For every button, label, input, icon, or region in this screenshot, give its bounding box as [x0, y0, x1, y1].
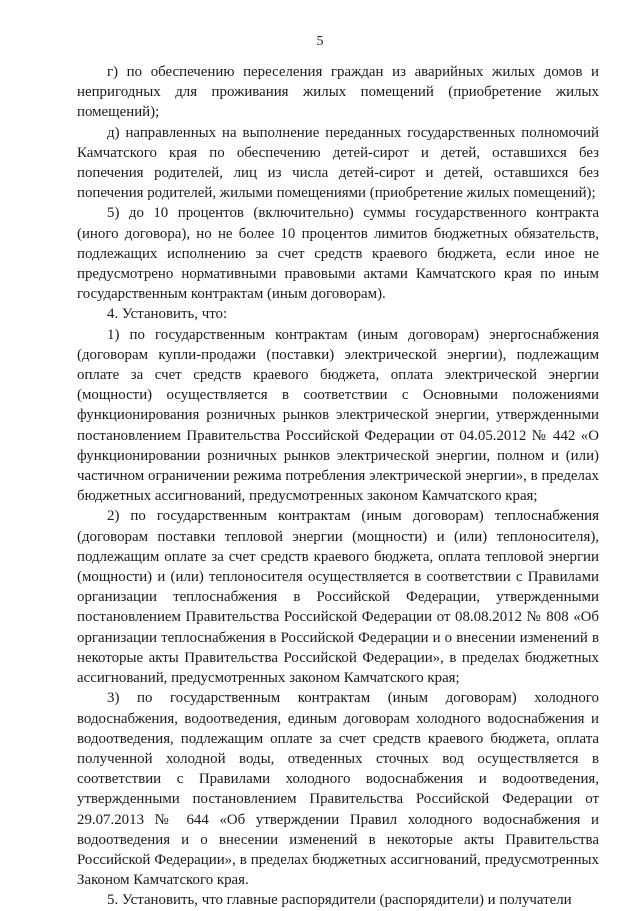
paragraph-g-resettlement: г) по обеспечению переселения граждан из аварийных жилых домов и непригодных для проживания жилых помещений (приобретение жилых помещений); — [77, 64, 599, 121]
page-number: 5 — [316, 34, 324, 49]
paragraph-5-chief-managers: 5. Установить, что главные распорядители (распорядители) и получатели — [107, 892, 572, 909]
paragraph-2-heat-supply: 2) по государственным контрактам (иным договорам) теплоснабжения (договорам поставки тепловой энергии (мощности) и (или) теплоносителя), подлежащим оплате за счет средств краевого бюджета, оплата тепловой энергии (мощности) и (или) теплоносителя осуществляется в соответствии с Правилами организации теплоснабжения в Российской Федерации, утвержденными постановлением Правительства Российской Федерации от 08.08.2012 № 808 «Об организации теплоснабжения в Российской Федерации и о внесении изменений в некоторые акты Правительства Российской Федерации», в пределах бюджетных ассигнований, предусмотренных законом Камчатского края; — [77, 508, 599, 687]
paragraph-5-ten-percent: 5) до 10 процентов (включительно) суммы государственного контракта (иного договора), но не более 10 процентов лимитов бюджетных обязательств, подлежащих исполнению за счет средств краевого бюджета, если иное не предусмотрено нормативными правовыми актами Камчатского края по иным государственным контрактам (иным договорам). — [77, 205, 599, 303]
paragraph-4-heading: 4. Установить, что: — [107, 306, 228, 323]
paragraph-d-orphans-housing: д) направленных на выполнение переданных государственных полномочий Камчатского края по обеспечению детей-сирот и детей, оставшихся без попечения родителей, лиц из числа детей-сирот и детей, оставшихся без попечения родителей, жилыми помещениями (приобретение жилых помещений); — [77, 124, 599, 202]
paragraph-3-cold-water: 3) по государственным контрактам (иным договорам) холодного водоснабжения, водоотведения, единым договорам холодного водоснабжения и водоотведения, подлежащим оплате за счет средств краевого бюджета, оплата полученной холодной воды, отведенных сточных вод осуществляется в соответствии с Правилами холодного водоснабжения и водоотведения, утвержденными постановлением Правительства Российской Федерации от 29.07.2013 № 644 «Об утверждении Правил холодного водоснабжения и водоотведения и о внесении изменений в некоторые акты Правительства Российской Федерации», в пределах бюджетных ассигнований, предусмотренных Законом Камчатского края. — [77, 690, 599, 889]
paragraph-1-electricity: 1) по государственным контрактам (иным договорам) энергоснабжения (договорам купли-продажи (поставки) электрической энергии), подлежащим оплате за счет средств краевого бюджета, оплата электрической энергии (мощности) осуществляется в соответствии с Основными положениями функционирования розничных рынков электрической энергии, утвержденными постановлением Правительства Российской Федерации от 04.05.2012 № 442 «О функционировании розничных рынков электрической энергии, полном и (или) частичном ограничении режима потребления электрической энергии», в пределах бюджетных ассигнований, предусмотренных законом Камчатского края; — [77, 326, 599, 505]
document-body — [77, 62, 599, 911]
